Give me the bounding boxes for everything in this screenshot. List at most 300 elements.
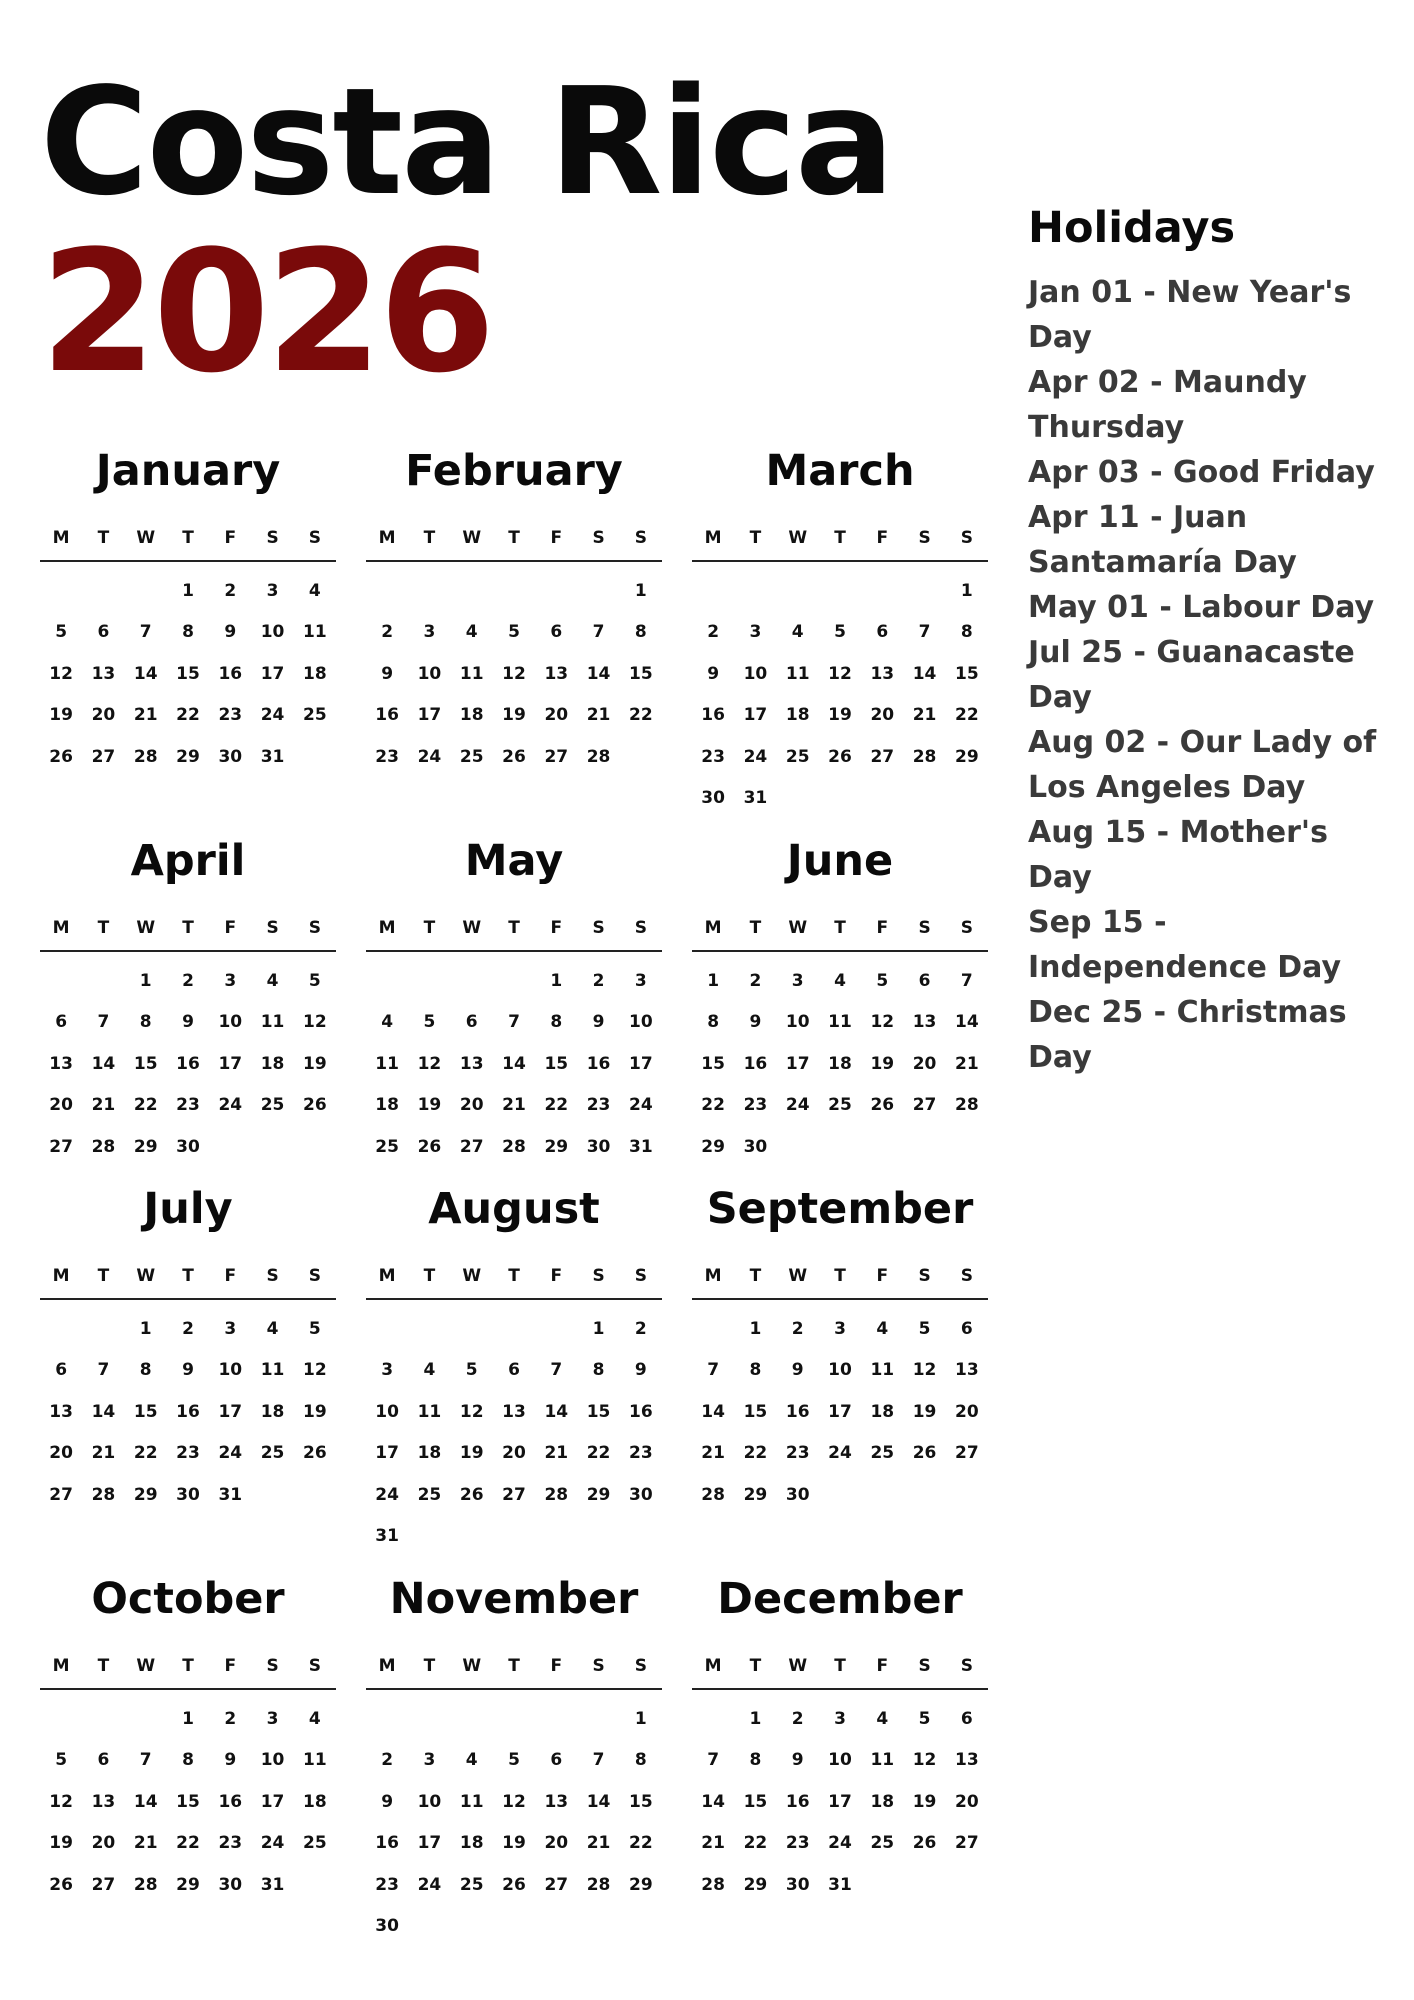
day-cell: 31 [218,1484,243,1505]
day-cell: 13 [544,663,569,684]
day-cell: 22 [176,1833,200,1854]
weekday-label: S [308,918,321,938]
day-cell: 11 [417,1401,442,1422]
holiday-item: Jul 25 - Guanacaste Day [1028,635,1355,716]
day-grid [40,1698,336,1906]
day-cell: 22 [176,705,200,726]
day-cell: 21 [91,1443,116,1464]
day-cell: 19 [303,1401,327,1422]
holidays-panel [1028,205,1398,1080]
weekday-label: S [634,528,647,548]
day-cell: 28 [586,746,611,767]
weekday-label: T [423,528,436,548]
day-cell: 12 [912,1750,937,1771]
day-cell: 10 [260,1750,285,1771]
weekday-label: F [876,528,889,548]
weekday-label: T [834,918,846,938]
day-cell: 24 [375,1484,399,1505]
day-cell: 13 [502,1401,526,1422]
weekday-label: S [266,918,279,938]
day-cell: 9 [707,663,720,684]
day-cell: 6 [97,1750,110,1771]
day-grid [40,960,336,1168]
day-cell: 2 [707,622,720,643]
day-cell: 13 [912,1012,937,1033]
day-cell: 13 [49,1053,73,1074]
day-cell: 29 [176,1874,200,1895]
day-cell: 22 [743,1443,768,1464]
month-january [40,446,336,778]
day-cell: 24 [743,746,768,767]
month-february [366,446,662,778]
day-cell: 26 [417,1136,442,1157]
month-june [692,836,988,1168]
weekday-label: M [378,1266,396,1286]
month-april [40,836,336,1168]
weekday-label: T [749,1266,762,1286]
day-cell: 10 [629,1012,653,1033]
day-cell: 18 [260,1401,285,1422]
day-cell: 29 [701,1136,725,1157]
day-cell: 13 [544,1791,569,1812]
day-cell: 15 [176,663,200,684]
day-cell: 29 [629,1874,653,1895]
weekday-label: M [378,528,396,548]
day-cell: 6 [960,1708,973,1729]
day-cell: 4 [266,1318,279,1339]
day-cell: 10 [828,1750,852,1771]
day-cell: 29 [586,1484,611,1505]
day-cell: 7 [918,622,931,643]
month-name: February [405,446,623,496]
day-cell: 30 [218,746,243,767]
day-cell: 23 [785,1443,810,1464]
day-cell: 29 [743,1484,768,1505]
weekday-label: M [704,1656,722,1676]
weekday-label: M [52,1266,70,1286]
weekday-label: S [592,918,605,938]
day-cell: 26 [49,746,73,767]
day-cell: 30 [785,1484,810,1505]
day-cell: 28 [91,1136,116,1157]
day-cell: 12 [303,1360,327,1381]
day-cell: 13 [459,1053,484,1074]
month-name: January [95,446,281,496]
weekday-label: T [97,528,110,548]
day-cell: 16 [629,1401,653,1422]
day-cell: 18 [870,1791,895,1812]
day-cell: 27 [91,1874,116,1895]
weekday-label: T [834,1266,846,1286]
weekday-label: S [592,1656,605,1676]
day-cell: 11 [303,622,327,643]
day-cell: 14 [701,1791,725,1812]
day-cell: 26 [912,1443,937,1464]
day-cell: 27 [912,1095,937,1116]
weekday-label: S [960,918,973,938]
day-cell: 19 [459,1443,484,1464]
day-cell: 4 [791,622,804,643]
month-name: August [428,1184,600,1234]
day-cell: 11 [870,1750,895,1771]
day-cell: 18 [375,1095,399,1116]
day-cell: 30 [218,1874,243,1895]
day-cell: 16 [785,1791,810,1812]
day-cell: 17 [260,1791,285,1812]
day-cell: 24 [828,1443,852,1464]
day-cell: 14 [955,1012,979,1033]
weekday-label: S [266,528,279,548]
day-cell: 22 [629,705,653,726]
day-cell: 5 [308,970,321,991]
day-cell: 16 [375,1833,399,1854]
day-cell: 20 [49,1095,73,1116]
month-october [40,1574,336,1906]
day-cell: 18 [459,1833,484,1854]
day-cell: 19 [417,1095,442,1116]
day-cell: 3 [834,1708,846,1729]
day-cell: 20 [502,1443,526,1464]
weekday-label: T [182,918,194,938]
day-cell: 15 [629,663,653,684]
day-cell: 15 [133,1053,158,1074]
day-cell: 12 [870,1012,895,1033]
weekday-label: W [136,918,156,938]
weekday-label: S [266,1656,279,1676]
day-cell: 7 [707,1360,720,1381]
day-cell: 18 [303,1791,327,1812]
day-cell: 16 [375,705,399,726]
weekday-header [366,528,662,562]
holidays-title: Holidays [1028,203,1236,253]
day-cell: 16 [218,663,243,684]
day-cell: 5 [308,1318,321,1339]
day-cell: 30 [743,1136,768,1157]
day-cell: 22 [544,1095,569,1116]
day-cell: 1 [182,1708,194,1729]
day-cell: 29 [544,1136,569,1157]
day-cell: 19 [303,1053,327,1074]
day-cell: 23 [375,1874,399,1895]
holiday-item: Dec 25 - Christmas Day [1028,995,1347,1076]
day-cell: 7 [139,1750,152,1771]
day-cell: 21 [502,1095,526,1116]
day-cell: 25 [459,1874,484,1895]
day-cell: 23 [743,1095,768,1116]
weekday-label: M [378,1656,396,1676]
day-cell: 4 [308,1708,321,1729]
day-cell: 24 [218,1095,243,1116]
day-cell: 4 [423,1360,436,1381]
day-grid [40,1308,336,1516]
day-cell: 26 [502,1874,526,1895]
day-cell: 21 [701,1443,725,1464]
month-name: December [717,1574,963,1624]
weekday-label: F [224,1656,237,1676]
day-cell: 17 [218,1053,243,1074]
weekday-header [692,918,988,952]
weekday-label: F [224,918,237,938]
day-cell: 9 [182,1012,194,1033]
month-march [692,446,988,819]
day-cell: 7 [707,1750,720,1771]
weekday-label: M [704,1266,722,1286]
day-cell: 13 [955,1750,979,1771]
month-name: September [706,1184,974,1234]
day-cell: 13 [955,1360,979,1381]
day-cell: 2 [224,580,237,601]
day-cell: 5 [918,1318,931,1339]
weekday-label: M [52,918,70,938]
weekday-label: W [136,528,156,548]
day-cell: 17 [629,1053,653,1074]
weekday-label: S [592,1266,605,1286]
weekday-label: S [918,918,931,938]
weekday-label: F [550,528,563,548]
day-cell: 8 [960,622,973,643]
day-cell: 29 [743,1874,768,1895]
day-cell: 27 [544,1874,569,1895]
day-cell: 15 [629,1791,653,1812]
day-cell: 11 [870,1360,895,1381]
day-cell: 28 [701,1874,725,1895]
weekday-label: W [462,528,482,548]
day-cell: 1 [634,1708,647,1729]
day-cell: 30 [176,1484,200,1505]
day-cell: 20 [544,1833,569,1854]
day-cell: 19 [912,1791,937,1812]
weekday-label: T [97,1656,110,1676]
weekday-label: S [918,1266,931,1286]
day-cell: 26 [459,1484,484,1505]
day-cell: 12 [303,1012,327,1033]
day-cell: 2 [182,970,194,991]
day-cell: 15 [133,1401,158,1422]
day-cell: 23 [176,1443,200,1464]
day-cell: 16 [701,705,725,726]
day-cell: 6 [918,970,931,991]
day-cell: 15 [176,1791,200,1812]
weekday-label: T [834,1656,846,1676]
day-cell: 20 [49,1443,73,1464]
day-cell: 5 [55,1750,68,1771]
month-december [692,1574,988,1906]
day-cell: 11 [260,1360,285,1381]
day-cell: 28 [133,1874,158,1895]
day-cell: 18 [785,705,810,726]
day-cell: 1 [550,970,563,991]
day-cell: 16 [743,1053,768,1074]
weekday-label: W [788,918,808,938]
day-cell: 21 [701,1833,725,1854]
day-cell: 25 [303,1833,327,1854]
day-cell: 18 [828,1053,852,1074]
weekday-label: S [918,1656,931,1676]
day-cell: 12 [502,663,526,684]
day-cell: 18 [417,1443,442,1464]
day-cell: 20 [955,1791,979,1812]
month-september [692,1184,988,1516]
day-cell: 17 [375,1443,399,1464]
month-name: November [389,1574,639,1624]
weekday-label: W [136,1266,156,1286]
holiday-item: May 01 - Labour Day [1028,590,1375,626]
day-cell: 4 [876,1708,889,1729]
day-cell: 14 [701,1401,725,1422]
day-cell: 10 [260,622,285,643]
day-cell: 9 [749,1012,762,1033]
day-cell: 19 [502,1833,526,1854]
weekday-label: M [52,528,70,548]
weekday-header [366,918,662,952]
day-cell: 5 [918,1708,931,1729]
day-cell: 23 [218,705,243,726]
weekday-header [692,1266,988,1300]
holiday-item: Aug 02 - Our Lady of Los Angeles Day [1028,725,1377,806]
day-cell: 31 [828,1874,852,1895]
day-cell: 27 [459,1136,484,1157]
day-cell: 8 [182,622,194,643]
weekday-label: W [462,1266,482,1286]
weekday-label: T [508,918,520,938]
weekday-label: S [308,1656,321,1676]
day-cell: 15 [586,1401,611,1422]
weekday-label: F [550,1656,563,1676]
day-cell: 5 [423,1012,436,1033]
day-cell: 23 [218,1833,243,1854]
day-cell: 25 [870,1833,895,1854]
day-cell: 8 [592,1360,605,1381]
day-cell: 1 [960,580,973,601]
day-cell: 5 [834,622,846,643]
day-cell: 8 [139,1360,152,1381]
day-cell: 15 [743,1791,768,1812]
weekday-header [40,528,336,562]
day-cell: 1 [749,1318,762,1339]
day-cell: 17 [417,705,442,726]
day-cell: 17 [828,1791,852,1812]
day-cell: 2 [381,1750,394,1771]
month-july [40,1184,336,1516]
month-may [366,836,662,1168]
day-cell: 21 [586,1833,611,1854]
day-cell: 26 [303,1443,327,1464]
day-cell: 22 [955,705,979,726]
day-cell: 14 [91,1401,116,1422]
day-cell: 9 [182,1360,194,1381]
day-cell: 16 [176,1401,200,1422]
holiday-item: Apr 03 - Good Friday [1028,455,1375,491]
day-cell: 11 [260,1012,285,1033]
day-cell: 29 [133,1484,158,1505]
weekday-label: T [423,1656,436,1676]
day-cell: 31 [260,746,285,767]
day-cell: 12 [828,663,852,684]
day-cell: 17 [417,1833,442,1854]
day-cell: 5 [508,622,520,643]
weekday-label: W [788,1656,808,1676]
day-cell: 13 [91,663,116,684]
weekday-label: S [266,1266,279,1286]
day-cell: 31 [260,1874,285,1895]
day-cell: 6 [508,1360,520,1381]
day-cell: 28 [91,1484,116,1505]
day-cell: 4 [876,1318,889,1339]
day-cell: 5 [55,622,68,643]
day-cell: 23 [701,746,725,767]
weekday-label: T [749,1656,762,1676]
day-cell: 6 [960,1318,973,1339]
day-cell: 9 [224,1750,237,1771]
day-cell: 24 [218,1443,243,1464]
day-cell: 2 [592,970,605,991]
day-cell: 2 [791,1708,804,1729]
holiday-item: Apr 11 - Juan Santamaría Day [1028,500,1297,581]
day-cell: 28 [133,746,158,767]
weekday-label: T [97,918,110,938]
weekday-label: W [462,1656,482,1676]
day-cell: 5 [465,1360,478,1381]
day-cell: 25 [260,1443,285,1464]
weekday-header [366,1656,662,1690]
day-cell: 9 [381,1791,394,1812]
day-cell: 7 [97,1360,110,1381]
day-cell: 9 [634,1360,647,1381]
day-cell: 26 [828,746,852,767]
day-cell: 16 [176,1053,200,1074]
holiday-list [1028,270,1398,1080]
day-cell: 20 [870,705,895,726]
day-cell: 7 [508,1012,520,1033]
day-cell: 14 [586,663,611,684]
day-cell: 8 [182,1750,194,1771]
day-cell: 26 [49,1874,73,1895]
weekday-label: S [634,1656,647,1676]
day-cell: 2 [224,1708,237,1729]
day-cell: 26 [303,1095,327,1116]
weekday-label: S [592,528,605,548]
day-cell: 14 [544,1401,569,1422]
day-cell: 14 [133,1791,158,1812]
day-cell: 2 [749,970,762,991]
day-cell: 12 [49,1791,73,1812]
day-cell: 5 [508,1750,520,1771]
weekday-label: T [508,1266,520,1286]
day-grid [692,1698,988,1906]
day-cell: 3 [834,1318,846,1339]
day-cell: 7 [960,970,973,991]
day-cell: 14 [91,1053,116,1074]
day-cell: 19 [912,1401,937,1422]
day-cell: 3 [266,580,279,601]
day-cell: 3 [224,970,237,991]
day-cell: 19 [828,705,852,726]
day-cell: 28 [502,1136,526,1157]
day-cell: 15 [955,663,979,684]
day-cell: 21 [544,1443,569,1464]
day-cell: 10 [743,663,768,684]
day-cell: 25 [417,1484,442,1505]
month-name: October [91,1574,285,1624]
day-cell: 22 [701,1095,725,1116]
day-cell: 18 [303,663,327,684]
month-name: June [786,836,894,886]
day-cell: 20 [91,1833,116,1854]
day-cell: 1 [182,580,194,601]
day-cell: 28 [912,746,937,767]
weekday-header [366,1266,662,1300]
day-cell: 3 [749,622,762,643]
